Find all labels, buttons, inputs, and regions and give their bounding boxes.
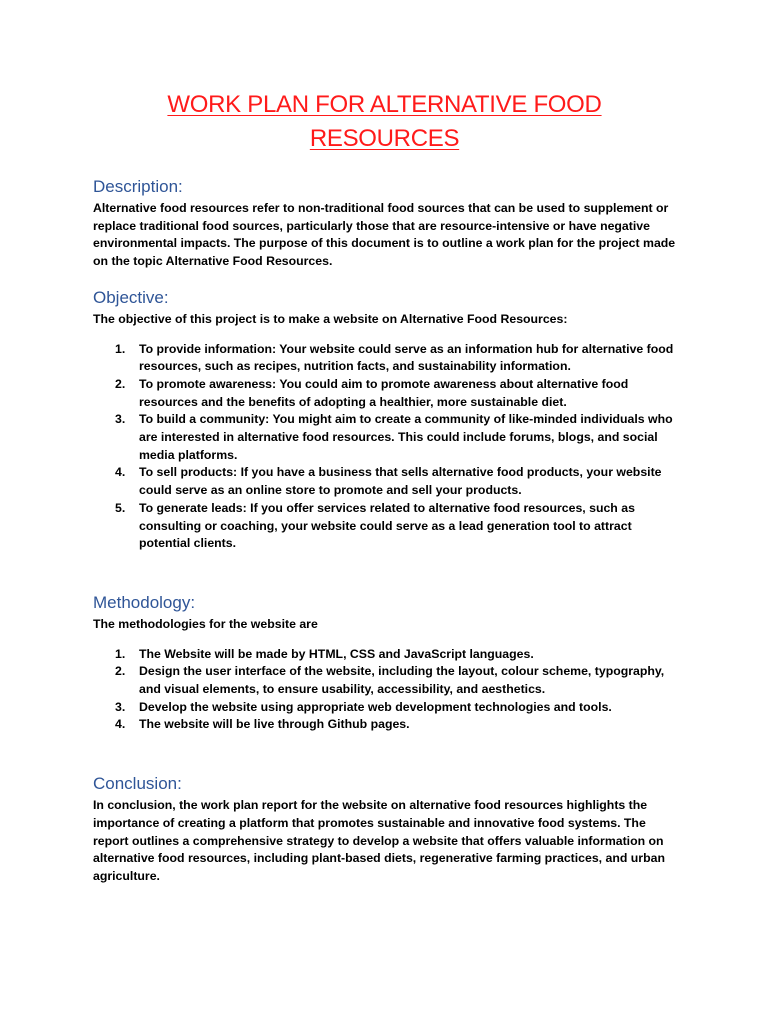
list-item [93,376,676,411]
list-item [93,464,676,499]
list-item-number: 3. [115,412,126,427]
objective-intro: The objective of this project is to make a website on Alternative Food Resources: [93,311,568,326]
list-item-number: 2. [115,664,126,679]
list-item-number: 2. [115,376,126,391]
page-title-text: WORK PLAN FOR ALTERNATIVE FOOD RESOURCES [167,91,602,152]
list-item-text: The website will be live through Github pages. [139,717,410,732]
list-item-number: 3. [115,699,126,714]
methodology-intro: The methodologies for the website are [93,616,318,631]
list-item [93,500,676,553]
description-section [93,176,676,271]
description-text: Alternative food resources refer to non-traditional food sources that can be used to supplement or replace traditional food sources, particularly those that are resource-intensive or have negative environmental impacts. The purpose of this document is to outline a work plan for the project made on the topic Alternative Food Resources. [93,201,676,269]
list-item-text: The Website will be made by HTML, CSS and JavaScript languages. [139,646,534,661]
list-item-text: Design the user interface of the website, including the layout, colour scheme, typography, and visual elements, to ensure usability, accessibility, and aesthetics. [139,664,665,697]
spacer [93,734,676,773]
list-item-number: 1. [115,646,126,661]
conclusion-heading: Conclusion: [93,774,182,794]
list-item [93,411,676,464]
objective-list [93,341,676,553]
list-item-text: To build a community: You might aim to create a community of like-minded individuals who are interested in alternative food resources. This could include forums, blogs, and social media platforms. [139,412,673,462]
list-item-text: To generate leads: If you offer services related to alternative food resources, such as consulting or coaching, your website could serve as a lead generation tool to attract potential clients. [139,500,635,551]
list-item [93,341,676,376]
list-item-text: To promote awareness: You could aim to promote awareness about alternative food resources and the benefits of adopting a healthier, more sustainable diet. [139,376,629,409]
spacer [93,271,676,287]
list-item-text: To sell products: If you have a business that sells alternative food products, your website could serve as an online store to promote and sell your products. [139,465,662,498]
list-item [93,646,676,664]
objective-heading: Objective: [93,287,169,307]
spacer [93,553,676,592]
methodology-heading: Methodology: [93,592,196,612]
list-item-number: 4. [115,717,126,732]
list-item [93,699,676,717]
conclusion-section [93,773,676,886]
list-item-number: 5. [115,500,126,515]
list-item-text: To provide information: Your website could serve as an information hub for alternative food resources, such as recipes, nutrition facts, and sustainability information. [139,341,674,374]
list-item-number: 4. [115,465,126,480]
list-item-number: 1. [115,341,126,356]
page-title [93,88,676,156]
methodology-section [93,592,676,734]
description-heading: Description: [93,177,183,196]
list-item [93,663,676,698]
objective-section [93,287,676,553]
methodology-list [93,646,676,735]
list-item [93,716,676,734]
conclusion-text: In conclusion, the work plan report for the website on alternative food resources highlights the importance of creating a platform that promotes sustainable and innovative food systems. The report outlines a comprehensive strategy to develop a website that offers valuable information on alternative food resources, including plant-based diets, regenerative farming practices, and urban agriculture. [93,798,665,883]
list-item-text: Develop the website using appropriate web development technologies and tools. [139,699,612,714]
